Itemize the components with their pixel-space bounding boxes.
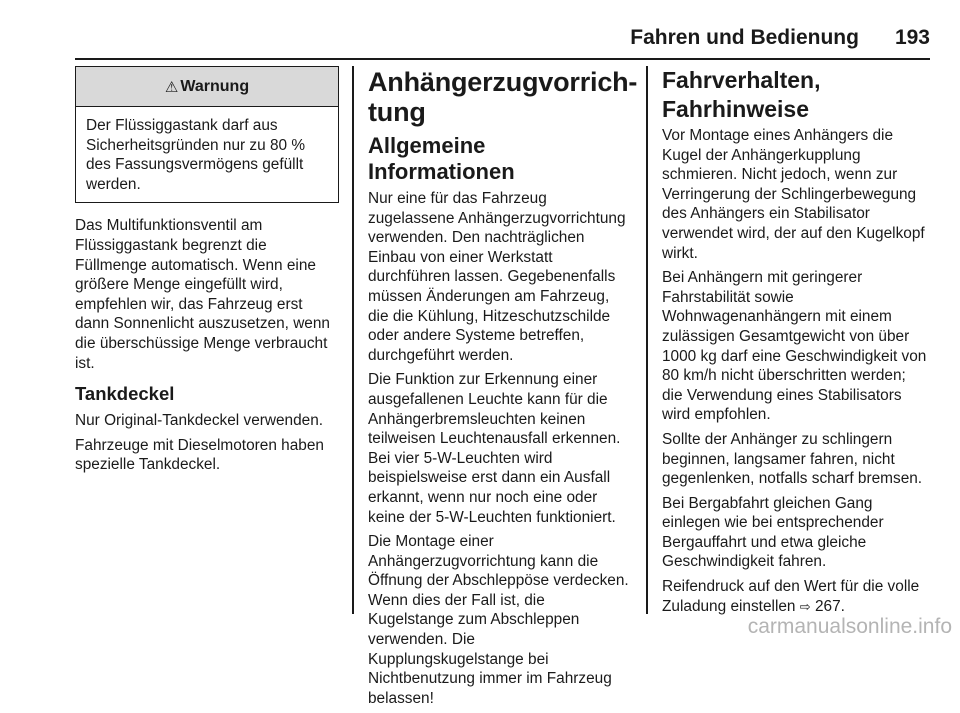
paragraph: Das Multifunktionsventil am Flüssiggastank begrenzt die Füllmenge automatisch. Wenn eine größere Menge eingefüllt wird, empfehlen wir, das Fahrzeug erst dann Sonnenlicht auszusetzen, wenn die überschüssige Menge verbraucht ist. bbox=[75, 217, 330, 372]
paragraph: Bei Bergabfahrt gleichen Gang einlegen wie bei entsprechender Bergauffahrt und etwa gleiche Geschwindigkeit fahren. bbox=[662, 494, 884, 571]
title-line: Fahrverhalten, bbox=[662, 67, 821, 93]
paragraph bbox=[662, 577, 930, 616]
watermark: carmanualsonline.info bbox=[747, 615, 952, 638]
column-1 bbox=[75, 66, 339, 480]
warning-header bbox=[76, 67, 338, 107]
warning-triangle-icon: ⚠ bbox=[164, 78, 179, 96]
paragraph-text: Reifendruck auf den Wert für die volle Zuladung einstellen bbox=[662, 578, 920, 615]
paragraph: Nur eine für das Fahrzeug zugelassene Anhängerzugvorrichtung verwenden. Den nachträglichen Einbau von einer Werkstatt durchführen lassen. Gegebenenfalls müssen Änderungen am Fahrzeug, die die Kühlung, Hitzeschutzschilde oder andere Systeme betreffen, durchgeführt werden. bbox=[368, 190, 626, 364]
paragraph: Fahrzeuge mit Dieselmotoren haben spezielle Tankdeckel. bbox=[75, 436, 324, 474]
column-2 bbox=[368, 66, 638, 713]
page-header bbox=[75, 26, 930, 56]
page-reference-link[interactable]: 267. bbox=[814, 597, 845, 615]
section-title-fahrverhalten bbox=[662, 66, 930, 124]
header-title: Fahren und Bedienung bbox=[630, 26, 859, 49]
title-line: Fahrhinweise bbox=[662, 96, 809, 122]
paragraph: Bei Anhängern mit geringerer Fahrstabilität sowie Wohnwagenanhängern mit einem zulässigen Gesamtgewicht von über 1000 kg darf eine Geschwindigkeit von 80 km/h nicht überschritten werden; die Verwendung eines Stabilisators wird empfohlen. bbox=[662, 269, 927, 424]
column-divider-2 bbox=[646, 66, 648, 614]
paragraph: Nur Original-Tankdeckel verwenden. bbox=[75, 412, 324, 430]
warning-box bbox=[75, 66, 339, 203]
paragraph: Sollte der Anhänger zu schlingern beginnen, langsamer fahren, nicht gegenlenken, notfalls scharf bremsen. bbox=[662, 430, 923, 488]
header-rule bbox=[75, 58, 930, 60]
warning-text: Der Flüssiggastank darf aus Sicherheitsgründen nur zu 80 % des Fassungsvermögens gefüllt werden. bbox=[86, 117, 306, 193]
warning-label: Warnung bbox=[180, 77, 250, 95]
paragraph: Die Montage einer Anhängerzugvorrichtung kann die Öffnung der Abschleppöse verdecken. Wenn dies der Fall ist, die Kugelstange zum Abschleppen verwenden. Die Kupplungskugelstange bei Nichtbenutzung immer im Fahrzeug belassen! bbox=[368, 533, 629, 707]
section-title-anhaengerzugvorrichtung bbox=[368, 67, 638, 127]
warning-body bbox=[76, 107, 338, 202]
subsection-title: Allgemeine Informationen bbox=[368, 133, 515, 184]
page-reference-icon: ⇨ bbox=[799, 598, 811, 614]
title-line: tung bbox=[368, 97, 426, 127]
page-number: 193 bbox=[894, 26, 930, 49]
paragraph: Vor Montage eines Anhängers die Kugel der Anhängerkupplung schmieren. Nicht jedoch, wenn zur Verringerung der Schlingerbewegung des Anhängers ein Stabilisator verwendet wird, der auf den Kugelkopf wirkt. bbox=[662, 127, 925, 262]
title-line: Anhängerzugvorrich- bbox=[368, 67, 638, 97]
section-heading-tankdeckel: Tankdeckel bbox=[75, 383, 175, 405]
paragraph: Die Funktion zur Erkennung einer ausgefallenen Leuchte kann für die Anhängerbremsleuchten keinen teilweisen Leuchtenausfall erkennen. Bei vier 5-W-Leuchten wird beispielsweise erst dann ein Ausfall erkannt, wenn nur noch eine oder keine der 5-W-Leuchten funktioniert. bbox=[368, 371, 621, 526]
column-divider-1 bbox=[352, 66, 354, 614]
column-3 bbox=[662, 66, 930, 621]
